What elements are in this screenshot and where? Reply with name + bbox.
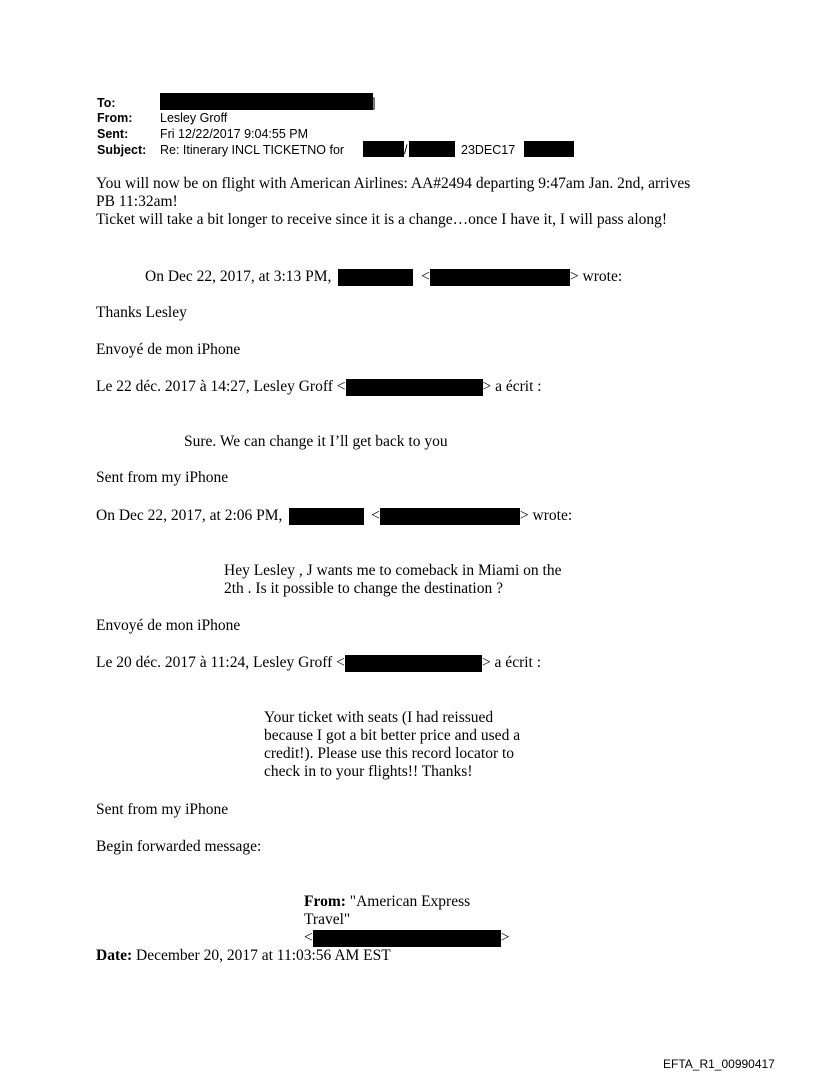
subject-date: 23DEC17 [461, 143, 516, 157]
forwarded-email-line [304, 929, 510, 947]
forwarded-email-lt: < [304, 929, 313, 946]
quote-header-suffix: > a écrit : [481, 654, 542, 671]
redaction-block [160, 93, 376, 110]
forwarded-email-gt: > [500, 929, 510, 946]
forwarded-from-label: From: [304, 893, 346, 910]
redaction-block [380, 508, 520, 525]
subject-prefix: Re: Itinerary INCL TICKETNO for [160, 143, 345, 157]
redaction-block [338, 269, 413, 286]
quote-line: check in to your flights!! Thanks! [264, 763, 473, 780]
quote-line: 2th . Is it possible to change the destination ? [224, 580, 503, 597]
quote-line: because I got a bit better price and used a [264, 727, 521, 744]
quote-header-lt: < [421, 268, 430, 285]
subject-label: Subject: [97, 143, 147, 157]
begin-forwarded-text: Begin forwarded message: [96, 838, 262, 855]
forwarded-date-label: Date: [96, 947, 133, 964]
envoye-text: Envoyé de mon iPhone [96, 341, 241, 358]
redaction-block [524, 141, 574, 157]
forwarded-date [96, 947, 391, 965]
quote-line: Your ticket with seats (I had reissued [264, 709, 494, 726]
from-value: Lesley Groff [160, 111, 228, 125]
redaction-block [409, 141, 455, 157]
sent-from-iphone: Sent from my iPhone [96, 469, 229, 486]
subject-slash: / [404, 143, 408, 157]
quote-header-2 [96, 378, 542, 396]
thanks-text: Thanks Lesley [96, 304, 187, 321]
redaction-block [363, 141, 404, 157]
redaction-block [289, 508, 364, 525]
redaction-block [346, 379, 483, 396]
redaction-block [313, 930, 501, 947]
forwarded-from-line2: Travel" [304, 911, 351, 928]
quote-line: Hey Lesley , J wants me to comeback in Miami on the [224, 562, 562, 579]
sent-from-iphone: Sent from my iPhone [96, 801, 229, 818]
body-paragraph-line: You will now be on flight with American Airlines: AA#2494 departing 9:47am Jan. 2nd, arrives [96, 175, 691, 192]
forwarded-from [304, 893, 470, 911]
redaction-block [345, 655, 482, 672]
quote-header-4 [96, 654, 541, 672]
sent-label: Sent: [97, 127, 129, 141]
document-id: EFTA_R1_00990417 [663, 1057, 775, 1071]
to-value: ] [372, 96, 376, 110]
quote-header-1 [145, 268, 622, 286]
quote-line: credit!). Please use this record locator to [264, 745, 515, 762]
quote-header-lt: < [371, 507, 380, 524]
envoye-text: Envoyé de mon iPhone [96, 617, 241, 634]
quote-header-prefix: Le 22 déc. 2017 à 14:27, Lesley Groff < [96, 378, 346, 395]
quote-header-prefix: Le 20 déc. 2017 à 11:24, Lesley Groff < [96, 654, 345, 671]
quote-header-suffix: > wrote: [519, 507, 573, 524]
forwarded-date-value: December 20, 2017 at 11:03:56 AM EST [136, 947, 391, 964]
quote-header-prefix: On Dec 22, 2017, at 2:06 PM, [96, 507, 283, 524]
quote-header-suffix: > a écrit : [482, 378, 542, 395]
from-label: From: [97, 111, 133, 125]
sure-text: Sure. We can change it I’ll get back to you [184, 433, 448, 450]
body-paragraph-line: Ticket will take a bit longer to receive since it is a change…once I have it, I will pass along! [96, 211, 668, 228]
quote-header-3 [96, 507, 572, 525]
forwarded-from-value: "American Express [349, 893, 471, 910]
to-label: To: [97, 96, 116, 110]
redaction-block [430, 269, 570, 286]
quote-header-prefix: On Dec 22, 2017, at 3:13 PM, [145, 268, 332, 285]
sent-value: Fri 12/22/2017 9:04:55 PM [160, 127, 309, 141]
body-paragraph-line: PB 11:32am! [96, 193, 178, 210]
quote-header-suffix: > wrote: [569, 268, 623, 285]
